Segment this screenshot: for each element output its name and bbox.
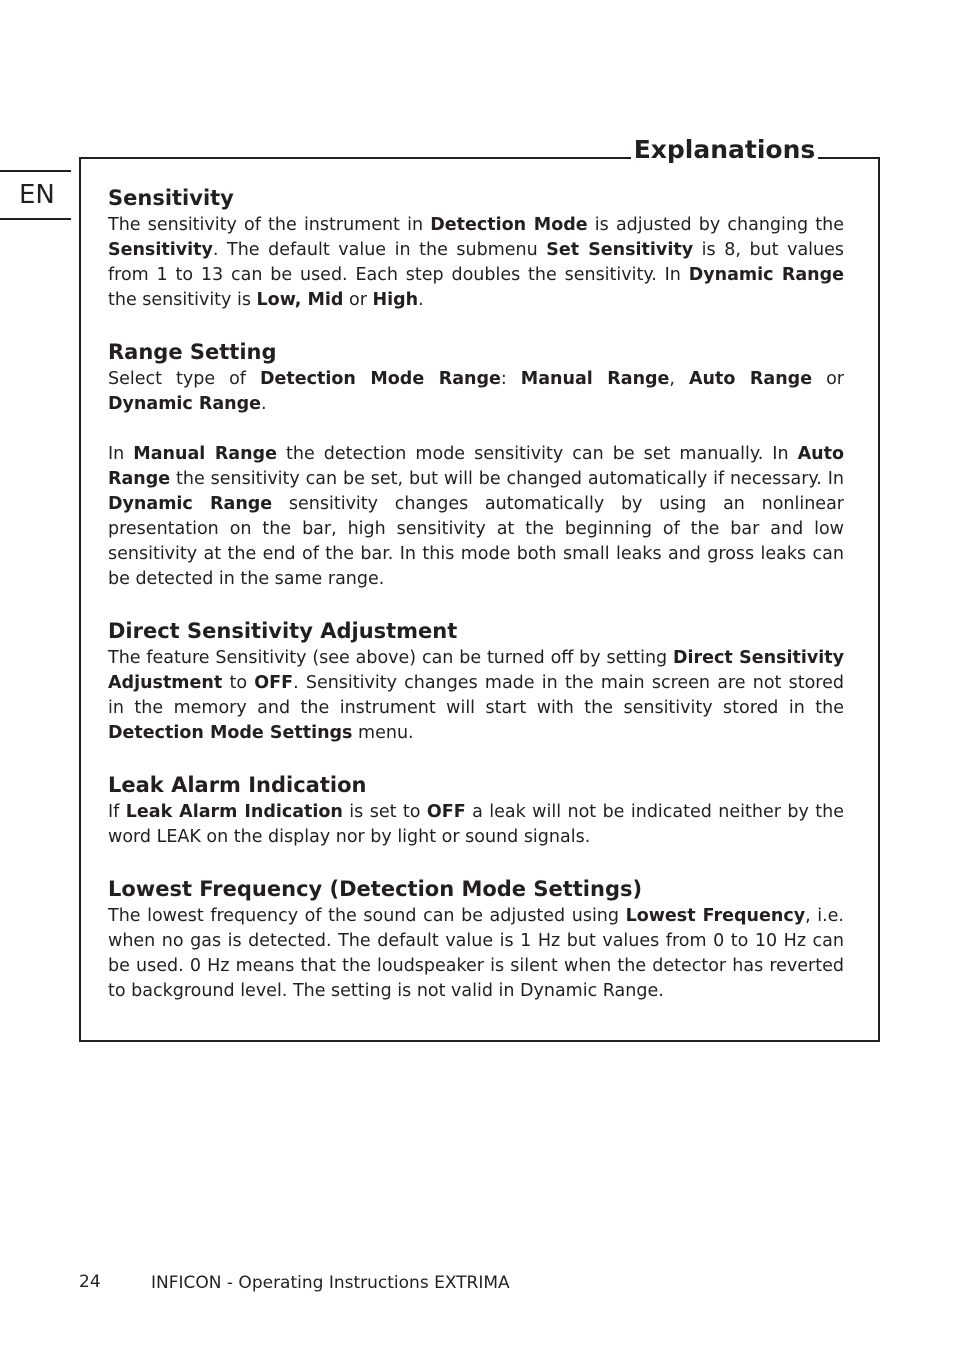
section-paragraph — [108, 367, 844, 417]
text-run: or — [812, 369, 844, 389]
text-run: , — [669, 369, 689, 389]
bold-term: Dynamic Range — [108, 394, 262, 414]
bold-term: Manual Range — [520, 369, 670, 389]
text-run: The lowest frequency of the sound can be adjusted using — [108, 906, 626, 926]
section-range-setting — [108, 337, 844, 592]
text-run: a leak will not be indicated neither by the word LEAK on the display nor by light or sound signals. — [108, 802, 844, 847]
section-lowest-frequency-detection-mode-settings — [108, 874, 844, 1004]
bold-term: Auto Range — [689, 369, 813, 389]
section-paragraph — [108, 646, 844, 746]
text-run: . — [418, 290, 424, 310]
bold-term: Detection Mode Settings — [108, 723, 353, 743]
text-run: The sensitivity of the instrument in — [108, 215, 431, 235]
footer-text: INFICON - Operating Instructions EXTRIMA — [151, 1273, 510, 1293]
text-run: is adjusted by changing the — [587, 215, 844, 235]
text-run: If — [108, 802, 126, 822]
text-run: the sensitivity is — [108, 290, 257, 310]
section-heading: Range Setting — [108, 340, 277, 364]
bold-term: High — [372, 290, 419, 310]
text-run: . The default value in the submenu — [212, 240, 547, 260]
text-run: sensitivity changes automatically by using an nonlinear presentation on the bar, high sensitivity at the beginning of the bar and low sensitivity at the end of the bar. In this mode both small leaks and gross leaks can be detected in the same range. — [108, 494, 844, 589]
bold-term: Leak Alarm Indication — [125, 802, 343, 822]
page-number: 24 — [79, 1272, 101, 1292]
text-run: the sensitivity can be set, but will be changed automatically if necessary. In — [170, 469, 844, 489]
text-run: In — [108, 444, 134, 464]
text-run: or — [343, 290, 373, 310]
text-run: menu. — [352, 723, 414, 743]
bold-term: Direct Sensitivity Adjustment — [108, 648, 844, 693]
text-run: The feature Sensitivity (see above) can be turned off by setting — [108, 648, 673, 668]
section-paragraph — [108, 904, 844, 1004]
bold-term: Dynamic Range — [688, 265, 844, 285]
section-heading: Leak Alarm Indication — [108, 773, 367, 797]
section-heading: Direct Sensitivity Adjustment — [108, 619, 458, 643]
text-run: is set to — [342, 802, 427, 822]
text-run: . Sensitivity changes made in the main screen are not stored in the memory and the instrument will start with the sensitivity stored in the — [108, 673, 844, 718]
section-heading: Lowest Frequency (Detection Mode Settings) — [108, 877, 643, 901]
explanations-content — [108, 183, 844, 1004]
bold-term: Low, Mid — [256, 290, 344, 310]
bold-term: Manual Range — [133, 444, 277, 464]
section-sensitivity — [108, 183, 844, 313]
language-tab — [0, 170, 71, 220]
bold-term: Detection Mode Range — [259, 369, 501, 389]
text-run: is 8, but values from 1 to 13 can be used. Each step doubles the sensitivity. In — [108, 240, 844, 285]
section-heading: Sensitivity — [108, 186, 234, 210]
frame-title: Explanations — [631, 132, 818, 172]
text-run: , i.e. when no gas is detected. The default value is 1 Hz but values from 0 to 10 Hz can be used. 0 Hz means that the loudspeaker is silent when the detector has reverted to background level. The setting is not valid in Dynamic Range. — [108, 906, 844, 1001]
bold-term: Lowest Frequency — [625, 906, 806, 926]
section-paragraph — [108, 442, 844, 592]
language-label: EN — [19, 180, 55, 210]
text-run: Select type of — [108, 369, 260, 389]
bold-term: Set Sensitivity — [546, 240, 694, 260]
section-leak-alarm-indication — [108, 770, 844, 850]
bold-term: Auto Range — [108, 444, 844, 489]
bold-term: OFF — [426, 802, 466, 822]
text-run: : — [500, 369, 521, 389]
bold-term: Dynamic Range — [108, 494, 273, 514]
text-run: to — [222, 673, 255, 693]
bold-term: OFF — [254, 673, 294, 693]
bold-term: Sensitivity — [108, 240, 213, 260]
section-paragraph — [108, 213, 844, 313]
bold-term: Detection Mode — [430, 215, 588, 235]
text-run: the detection mode sensitivity can be set manually. In — [276, 444, 798, 464]
text-run: . — [261, 394, 267, 414]
section-direct-sensitivity-adjustment — [108, 616, 844, 746]
section-paragraph — [108, 800, 844, 850]
